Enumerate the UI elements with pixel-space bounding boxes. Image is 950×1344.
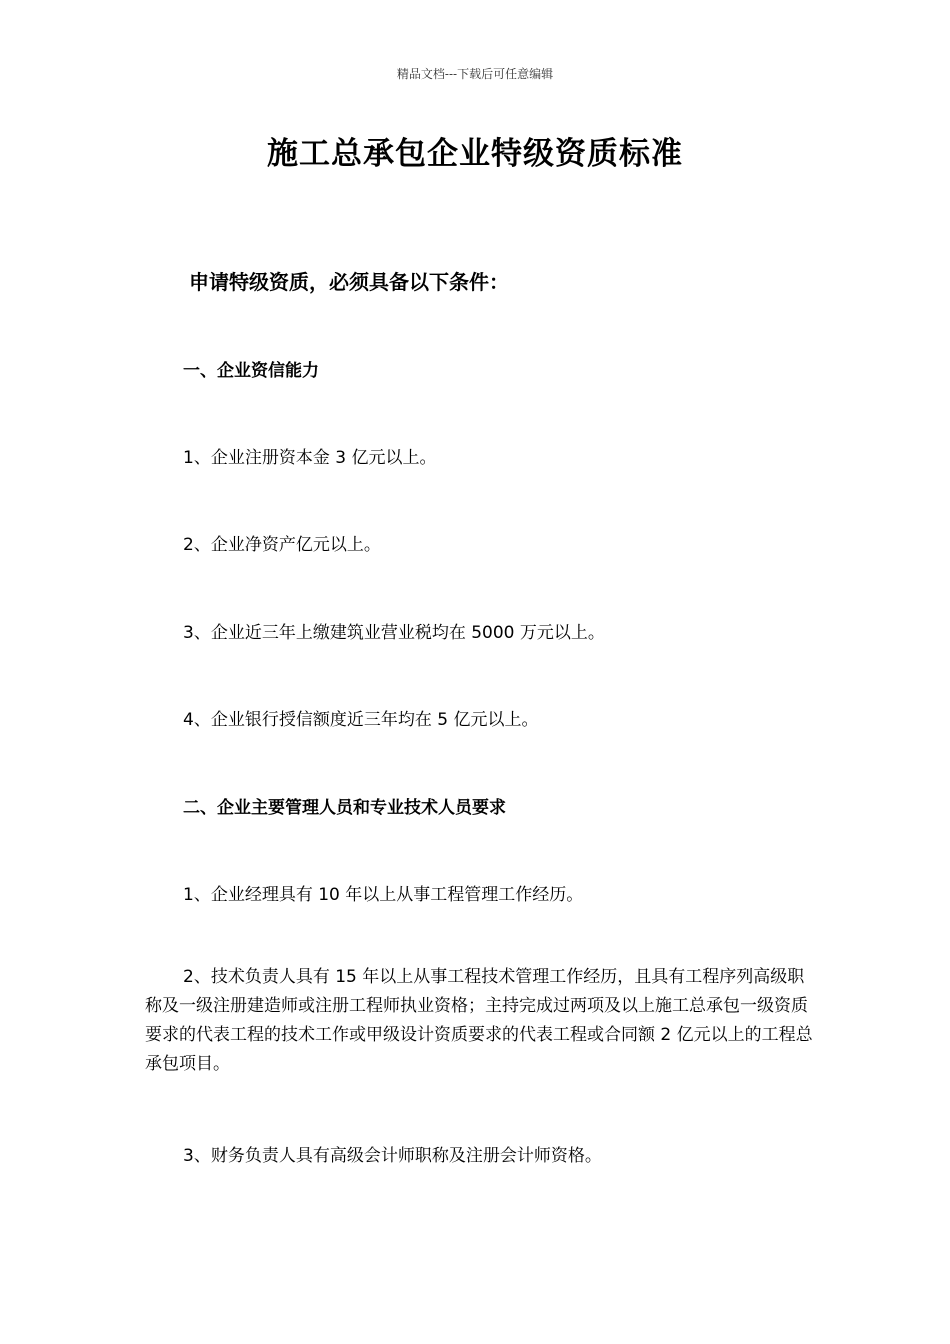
- credit-item-2: 2、企业净资产亿元以上。: [183, 535, 381, 555]
- personnel-item-2: 2、技术负责人具有 15 年以上从事工程技术管理工作经历，且具有工程序列高级职称及一级注册建造师或注册工程师执业资格；主持完成过两项及以上施工总承包一级资质要求的代表工程的技术工作或甲级设计资质要求的代表工程或合同额 2 亿元以上的工程总承包项目。: [145, 967, 813, 1074]
- personnel-item-3: 3、财务负责人具有高级会计师职称及注册会计师资格。: [183, 1146, 602, 1166]
- credit-item-1: 1、企业注册资本金 3 亿元以上。: [183, 448, 437, 468]
- personnel-item-1: 1、企业经理具有 10 年以上从事工程管理工作经历。: [183, 885, 584, 905]
- section-heading-personnel: 二、企业主要管理人员和专业技术人员要求: [183, 798, 506, 818]
- document-title: 施工总承包企业特级资质标准: [267, 136, 683, 172]
- credit-item-4: 4、企业银行授信额度近三年均在 5 亿元以上。: [183, 710, 539, 730]
- credit-item-3: 3、企业近三年上缴建筑业营业税均在 5000 万元以上。: [183, 623, 605, 643]
- section-heading-credit: 一、企业资信能力: [183, 361, 319, 381]
- header-note: 精品文档---下载后可任意编辑: [396, 67, 554, 81]
- intro-statement: 申请特级资质，必须具备以下条件：: [189, 270, 509, 294]
